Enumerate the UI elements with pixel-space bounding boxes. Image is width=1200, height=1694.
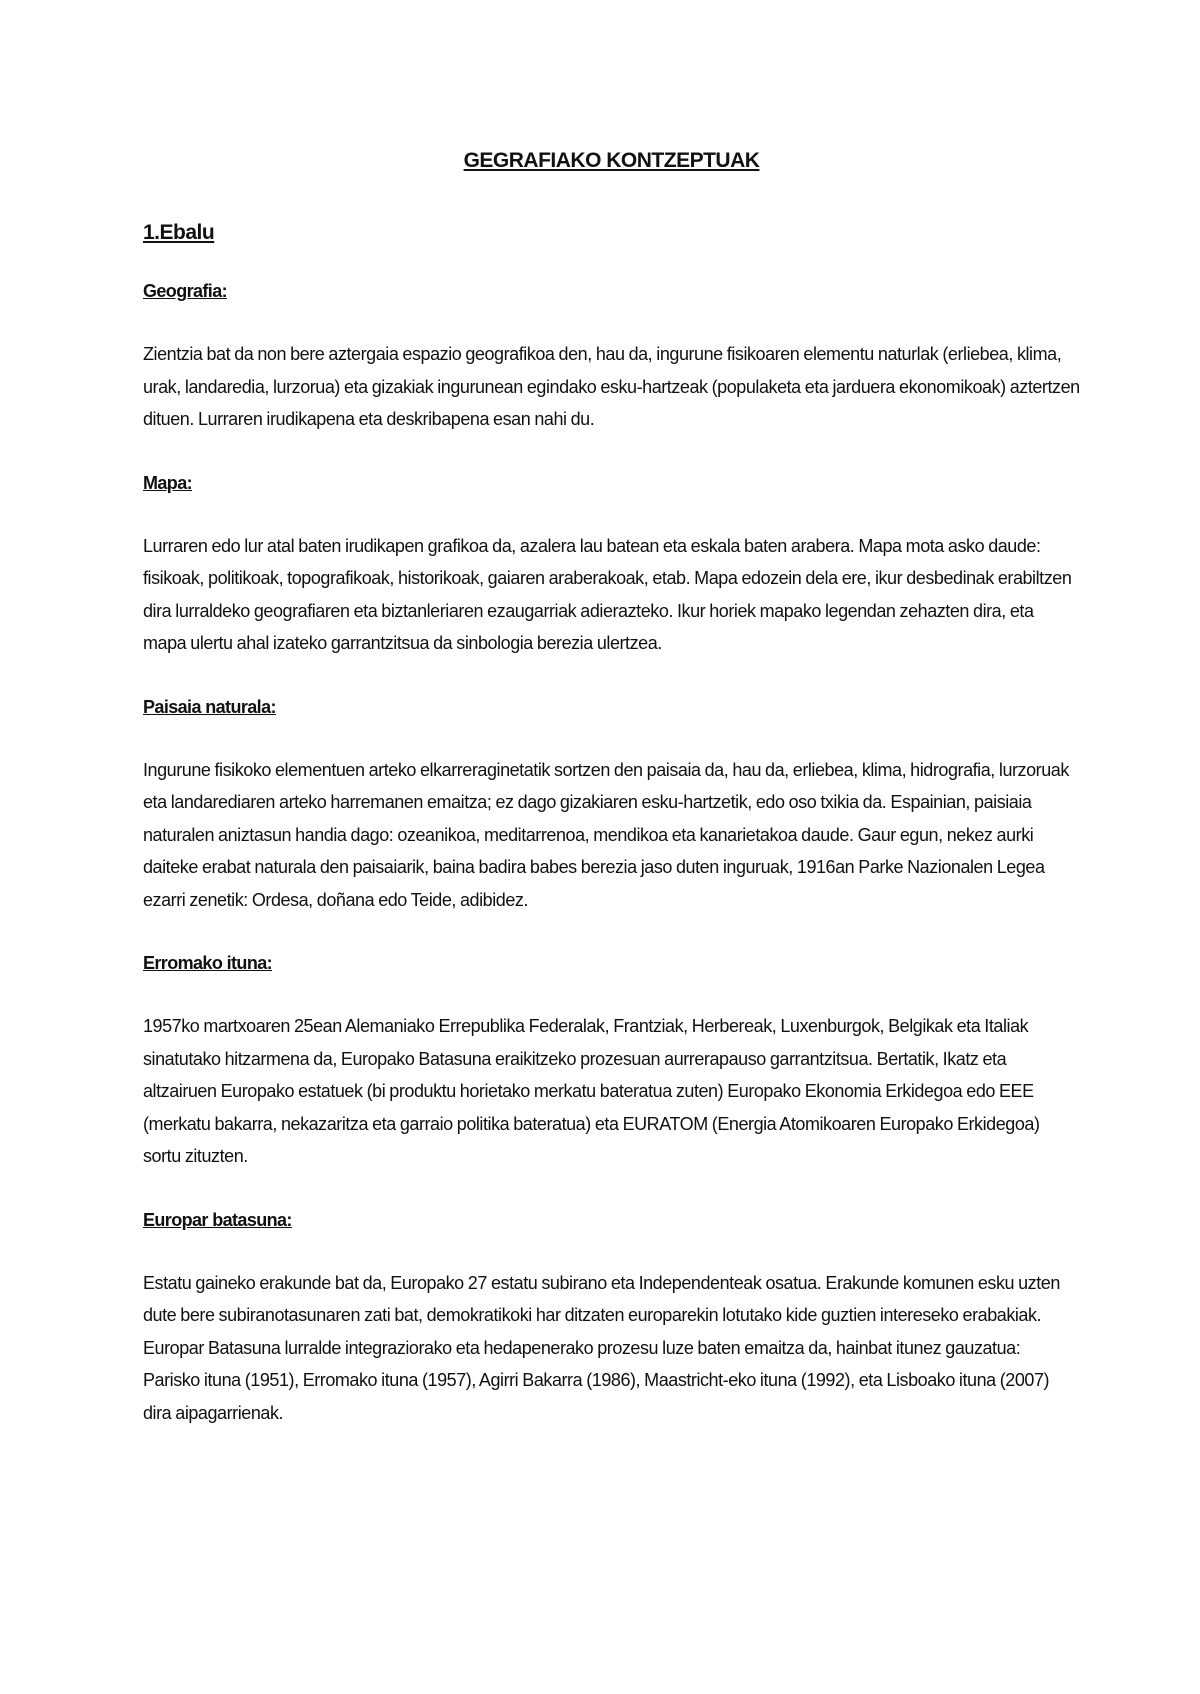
section-heading: 1.Ebalu bbox=[143, 221, 215, 244]
definition-erromako-ituna: 1957ko martxoaren 25ean Alemaniako Errepublika Federalak, Frantziak, Herbereak, Luxenburgok, Belgikak eta Italiak sinatutako hitzarmena da, Europako Batasuna eraikitzeko prozesuan aurrerapauso garrantzitsua. Bertatik, Ikatz eta altzairuen Europako estatuek (bi produktu horietako merkatu bateratua zuten) Europako Ekonomia Erkidegoa edo EEE (merkatu bakarra, nekazaritza eta garraio politika bateratua) eta EURATOM (Energia Atomikoaren Europako Erkidegoa) sortu zituzten. bbox=[143, 1016, 1040, 1166]
term-europar-batasuna: Europar batasuna: bbox=[143, 1209, 292, 1230]
term-paisaia-naturala: Paisaia naturala: bbox=[143, 696, 276, 717]
term-erromako-ituna: Erromako ituna: bbox=[143, 953, 273, 973]
definition-geografia: Zientzia bat da non bere aztergaia espazio geografikoa den, hau da, ingurune fisikoaren elementu naturlak (erliebea, klima, urak, landaredia, lurzorua) eta gizakiak ingurunean egindako esku-hartzeak (populaketa eta jarduera ekonomikoak) aztertzen dituen. Lurraren irudikapena eta deskribapena esan nahi du. bbox=[143, 344, 1080, 429]
definition-europar-batasuna: Estatu gaineko erakunde bat da, Europako 27 estatu subirano eta Independenteak osatua. Erakunde komunen esku uzten dute bere subiranotasunaren zati bat, demokratikoki har ditzaten europarekin lotutako kide guztien intereseko erabakiak. Europar Batasuna lurralde integraziorako eta hedapenerako prozesu luze baten emaitza da, hainbat itunez gauzatua: Parisko ituna (1951), Erromako ituna (1957), Agirri Bakarra (1986), Maastricht-eko ituna (1992), eta Lisboako ituna (2007) dira aipagarrienak. bbox=[143, 1272, 1060, 1423]
term-mapa: Mapa: bbox=[143, 472, 193, 493]
definition-mapa: Lurraren edo lur atal baten irudikapen grafikoa da, azalera lau batean eta eskala baten arabera. Mapa mota asko daude: fisikoak, politikoak, topografikoak, historikoak, gaiaren araberakoak, etab. Mapa edozein dela ere, ikur desbedinak erabiltzen dira lurraldeko geografiaren eta biztanleriaren ezaugarriak adierazteko. Ikur horiek mapako legendan zehazten dira, eta mapa ulertu ahal izateko garrantzitsua da sinbologia berezia ulertzea. bbox=[143, 535, 1072, 653]
term-geografia: Geografia: bbox=[143, 281, 228, 301]
document-title: GEGRAFIAKO KONTZEPTUAK bbox=[463, 149, 760, 172]
definition-paisaia-naturala: Ingurune fisikoko elementuen arteko elkarreraginetatik sortzen den paisaia da, hau da, erliebea, klima, hidrografia, lurzoruak eta landarediaren arteko harremanen emaitza; ez dago gizakiaren esku-hartzetik, edo oso txikia da. Espainian, paisiaia naturalen aniztasun handia dago: ozeanikoa, meditarrenoa, mendikoa eta kanarietakoa daude. Gaur egun, nekez aurki daiteke erabat naturala den paisaiarik, baina badira babes berezia jaso duten inguruak, 1916an Parke Nazionalen Legea ezarri zenetik: Ordesa, doñana edo Teide, adibidez. bbox=[143, 759, 1069, 910]
